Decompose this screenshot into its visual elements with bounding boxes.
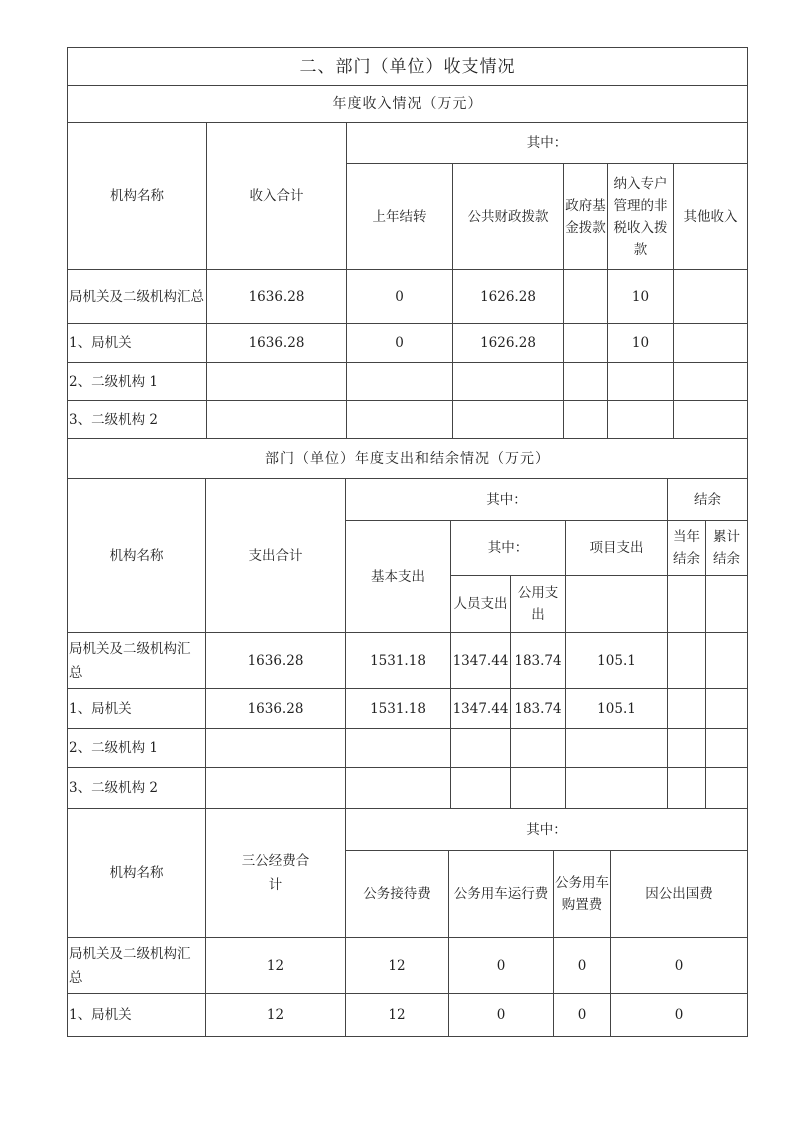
header-of-which: 其中： <box>346 809 748 851</box>
header-name: 机构名称 <box>68 809 206 938</box>
cell-cum-balance <box>706 768 748 809</box>
cell-carryover: 0 <box>347 324 453 363</box>
cell-vehicle-buy: 0 <box>554 938 611 994</box>
cell-vehicle-run: 0 <box>449 938 554 994</box>
empty-cell <box>566 576 668 633</box>
header-gov-fund: 政府基金拨款 <box>564 164 608 270</box>
header-of-which-basic: 其中： <box>451 521 566 576</box>
cell-total <box>206 768 346 809</box>
header-public-finance: 公共财政拨款 <box>453 164 564 270</box>
cell-other <box>674 401 748 439</box>
empty-cell <box>706 576 748 633</box>
header-personnel: 人员支出 <box>451 576 511 633</box>
cell-carryover <box>347 363 453 401</box>
cell-non-tax: 10 <box>608 270 674 324</box>
table-row <box>68 689 748 729</box>
cell-abroad: 0 <box>611 994 748 1037</box>
cell-personnel <box>451 768 511 809</box>
cell-name: 2、二级机构 1 <box>68 729 206 768</box>
header-of-which: 其中： <box>347 123 748 164</box>
cell-personnel: 1347.44 <box>451 689 511 729</box>
cell-gov-fund <box>564 270 608 324</box>
cell-name: 局机关及二级机构汇总 <box>68 938 206 994</box>
cell-abroad: 0 <box>611 938 748 994</box>
cell-other <box>674 363 748 401</box>
cell-other <box>674 270 748 324</box>
header-basic: 基本支出 <box>346 521 451 633</box>
cell-basic <box>346 768 451 809</box>
table-row <box>68 729 748 768</box>
cell-total <box>207 363 347 401</box>
table-row <box>68 324 748 363</box>
header-cum-balance: 累计结余 <box>706 521 748 576</box>
cell-public-finance <box>453 363 564 401</box>
cell-total: 12 <box>206 994 346 1037</box>
cell-public-finance <box>453 401 564 439</box>
header-reception: 公务接待费 <box>346 851 449 938</box>
cell-reception: 12 <box>346 938 449 994</box>
table-row <box>68 768 748 809</box>
cell-project: 105.1 <box>566 689 668 729</box>
header-non-tax: 纳入专户管理的非税收入拨款 <box>608 164 674 270</box>
cell-name: 1、局机关 <box>68 324 207 363</box>
table-row <box>68 633 748 689</box>
header-total: 收入合计 <box>207 123 347 270</box>
cell-public-use: 183.74 <box>511 689 566 729</box>
cell-basic: 1531.18 <box>346 633 451 689</box>
cell-public-finance: 1626.28 <box>453 324 564 363</box>
header-project: 项目支出 <box>566 521 668 576</box>
income-table <box>67 47 748 439</box>
header-vehicle-run: 公务用车运行费 <box>449 851 554 938</box>
header-vehicle-buy: 公务用车购置费 <box>554 851 611 938</box>
header-carryover: 上年结转 <box>347 164 453 270</box>
cell-total <box>206 729 346 768</box>
cell-gov-fund <box>564 363 608 401</box>
table-row <box>68 938 748 994</box>
cell-other <box>674 324 748 363</box>
empty-cell <box>668 576 706 633</box>
three-public-table <box>67 808 748 1037</box>
cell-gov-fund <box>564 401 608 439</box>
table-row <box>68 401 748 439</box>
cell-carryover <box>347 401 453 439</box>
cell-public-finance: 1626.28 <box>453 270 564 324</box>
cell-non-tax <box>608 363 674 401</box>
cell-name: 1、局机关 <box>68 994 206 1037</box>
header-balance: 结余 <box>668 479 748 521</box>
cell-gov-fund <box>564 324 608 363</box>
header-public-use: 公用支出 <box>511 576 566 633</box>
cell-name: 1、局机关 <box>68 689 206 729</box>
header-name: 机构名称 <box>68 479 206 633</box>
cell-total: 1636.28 <box>207 270 347 324</box>
page-title: 二、部门（单位）收支情况 <box>68 48 748 86</box>
cell-total: 1636.28 <box>206 633 346 689</box>
cell-year-balance <box>668 633 706 689</box>
income-subtitle: 年度收入情况（万元） <box>68 86 748 123</box>
table-row <box>68 363 748 401</box>
header-other: 其他收入 <box>674 164 748 270</box>
cell-public-use <box>511 729 566 768</box>
cell-name: 局机关及二级机构汇总 <box>68 633 206 689</box>
cell-public-use: 183.74 <box>511 633 566 689</box>
cell-project: 105.1 <box>566 633 668 689</box>
cell-vehicle-run: 0 <box>449 994 554 1037</box>
cell-reception: 12 <box>346 994 449 1037</box>
cell-name: 局机关及二级机构汇总 <box>68 270 207 324</box>
header-abroad: 因公出国费 <box>611 851 748 938</box>
cell-non-tax: 10 <box>608 324 674 363</box>
cell-basic <box>346 729 451 768</box>
cell-year-balance <box>668 729 706 768</box>
cell-project <box>566 768 668 809</box>
cell-carryover: 0 <box>347 270 453 324</box>
cell-vehicle-buy: 0 <box>554 994 611 1037</box>
cell-year-balance <box>668 768 706 809</box>
cell-cum-balance <box>706 689 748 729</box>
cell-name: 3、二级机构 2 <box>68 768 206 809</box>
header-name: 机构名称 <box>68 123 207 270</box>
cell-total: 1636.28 <box>207 324 347 363</box>
cell-name: 3、二级机构 2 <box>68 401 207 439</box>
cell-total <box>207 401 347 439</box>
table-row <box>68 270 748 324</box>
cell-total: 12 <box>206 938 346 994</box>
expense-subtitle: 部门（单位）年度支出和结余情况（万元） <box>68 439 748 479</box>
cell-basic: 1531.18 <box>346 689 451 729</box>
cell-year-balance <box>668 689 706 729</box>
cell-project <box>566 729 668 768</box>
cell-personnel <box>451 729 511 768</box>
cell-cum-balance <box>706 729 748 768</box>
cell-public-use <box>511 768 566 809</box>
header-total: 三公经费合计 <box>206 809 346 938</box>
header-of-which: 其中： <box>346 479 668 521</box>
cell-non-tax <box>608 401 674 439</box>
table-row <box>68 994 748 1037</box>
cell-personnel: 1347.44 <box>451 633 511 689</box>
expense-table <box>67 438 748 809</box>
cell-cum-balance <box>706 633 748 689</box>
header-total: 支出合计 <box>206 479 346 633</box>
cell-name: 2、二级机构 1 <box>68 363 207 401</box>
cell-total: 1636.28 <box>206 689 346 729</box>
header-year-balance: 当年结余 <box>668 521 706 576</box>
